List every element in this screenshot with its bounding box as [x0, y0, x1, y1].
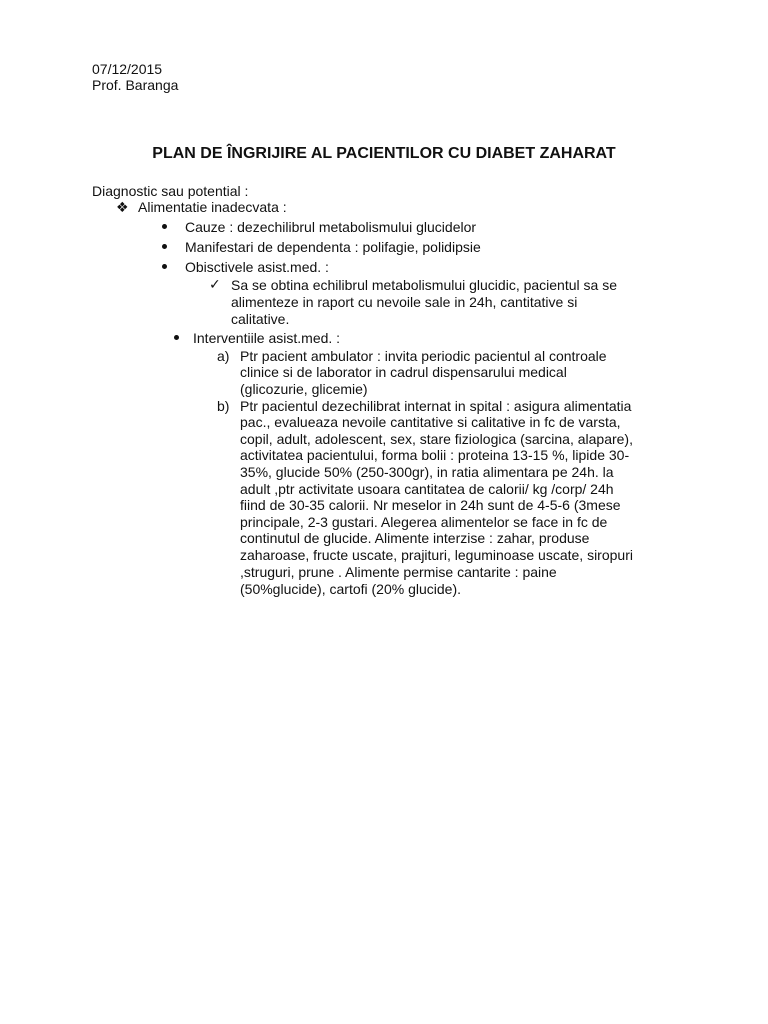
interventions-label: Interventiile asist.med. :: [193, 330, 341, 346]
checkmark-icon: ✓: [209, 276, 221, 292]
list-item: Obisctivele asist.med. :: [185, 259, 329, 275]
bullet-icon: [162, 244, 167, 249]
intervention-b-line: continutul de glucide. Alimente interzise : zahar, produse: [240, 530, 590, 546]
intro-line: Diagnostic sau potential :: [92, 183, 249, 199]
objective-line: Sa se obtina echilibrul metabolismului glucidic, pacientul sa se: [231, 277, 617, 293]
list-item: Cauze : dezechilibrul metabolismului glucidelor: [185, 219, 477, 235]
intervention-b-line: principale, 2-3 gustari. Alegerea alimentelor se face in fc de: [240, 514, 608, 530]
bullet-icon: [162, 224, 167, 229]
intervention-b-line: ,struguri, prune . Alimente permise cantarite : paine: [240, 564, 557, 580]
intervention-b-line: zaharoase, fructe uscate, prajituri, leguminoase uscate, siropuri: [240, 547, 633, 563]
intervention-a-line: (glicozurie, glicemie): [240, 381, 368, 397]
list-marker-b: b): [217, 398, 230, 414]
document-date: 07/12/2015: [92, 61, 163, 77]
objective-line: calitative.: [231, 311, 290, 327]
bullet-icon: [174, 335, 179, 340]
document-author: Prof. Baranga: [92, 77, 179, 93]
diamond-bullet-icon: ❖: [116, 199, 129, 215]
intervention-b-line: (50%glucide), cartofi (20% glucide).: [240, 581, 461, 597]
intervention-b-line: copil, adult, adolescent, sex, stare fiziologica (sarcina, alapare),: [240, 431, 633, 447]
list-item: Manifestari de dependenta : polifagie, polidipsie: [185, 239, 481, 255]
intervention-b-line: Ptr pacientul dezechilibrat internat in spital : asigura alimentatia: [240, 398, 632, 414]
bullet-icon: [162, 264, 167, 269]
intervention-b-line: activitatea pacientului, forma bolii : proteina 13-15 %, lipide 30-: [240, 447, 630, 463]
document-title: PLAN DE ÎNGRIJIRE AL PACIENTILOR CU DIABET ZAHARAT: [152, 145, 616, 162]
intervention-b-line: 35%, glucide 50% (250-300gr), in ratia alimentara pe 24h. la: [240, 464, 614, 480]
intervention-b-line: fiind de 30-35 calorii. Nr meselor in 24h sunt de 4-5-6 (3mese: [240, 497, 621, 513]
intervention-b-line: adult ,ptr activitate usoara cantitatea de calorii/ kg /corp/ 24h: [240, 481, 614, 497]
diagnosis-label: Alimentatie inadecvata :: [138, 199, 287, 215]
intervention-a-line: clinice si de laborator in cadrul dispensarului medical: [240, 364, 567, 380]
list-marker-a: a): [217, 348, 230, 364]
intervention-b-line: pac., evalueaza nevoile cantitative si calitative in fc de varsta,: [240, 414, 621, 430]
intervention-a-line: Ptr pacient ambulator : invita periodic pacientul al controale: [240, 348, 607, 364]
objective-line: alimenteze in raport cu nevoile sale in 24h, cantitative si: [231, 294, 578, 310]
